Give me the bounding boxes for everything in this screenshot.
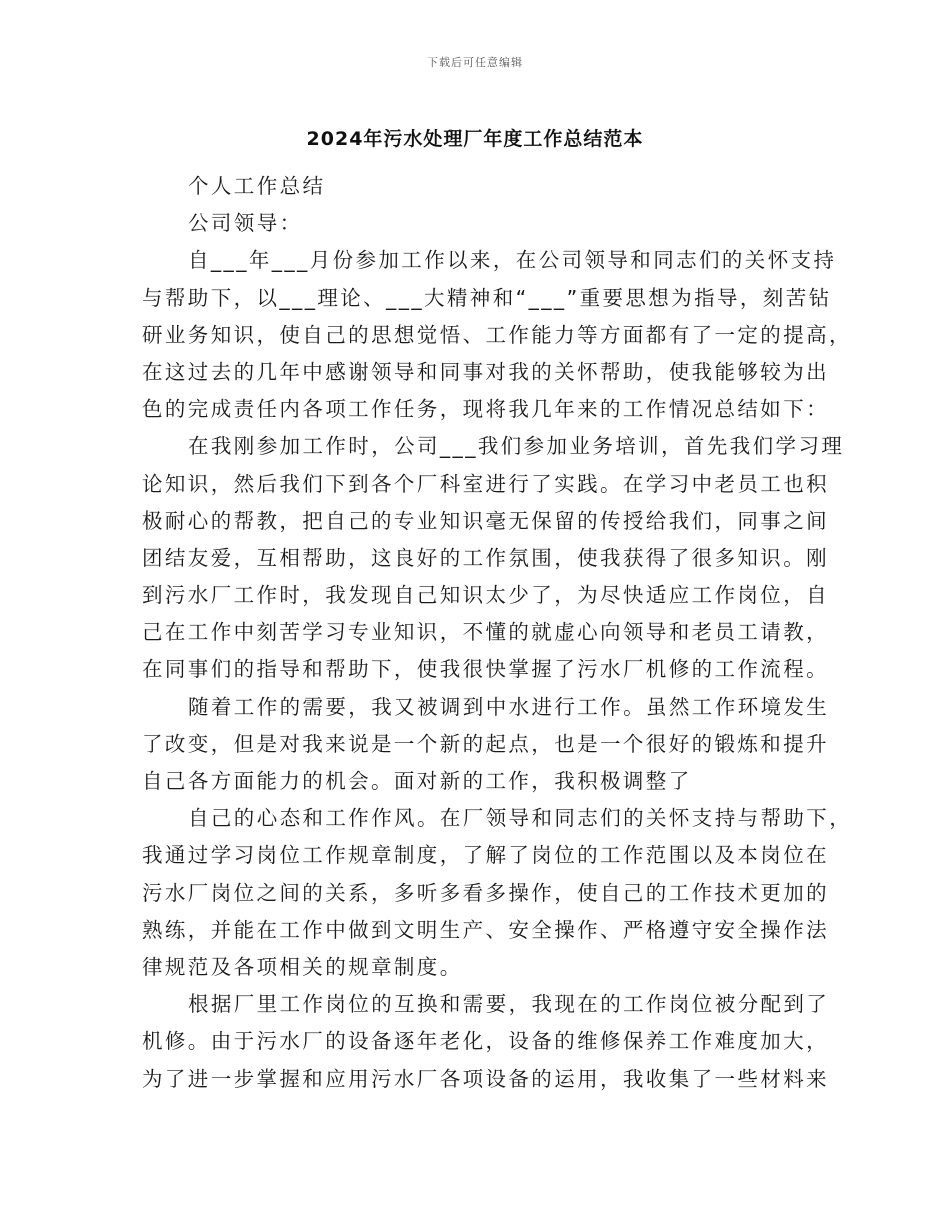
body-line: 论知识，然后我们下到各个厂科室进行了实践。在学习中老员工也积 [142,471,829,496]
body-line: 在这过去的几年中感谢领导和同事对我的关怀帮助，使我能够较为出 [142,359,829,384]
body-line: 团结友爱，互相帮助，这良好的工作氛围，使我获得了很多知识。刚 [142,545,829,570]
body-line: 个人工作总结 [188,174,326,198]
body-line: 研业务知识，使自己的思想觉悟、工作能力等方面都有了一定的提高， [142,322,852,347]
body-line: 律规范及各项相关的规章制度。 [142,954,463,979]
body-line: 机修。由于污水厂的设备逐年老化，设备的维修保养工作难度加大， [142,1029,829,1054]
page-header-note: 下载后可任意编辑 [427,56,523,69]
body-line: 为了进一步掌握和应用污水厂各项设备的运用，我收集了一些材料来 [142,1066,829,1091]
body-line: 在同事们的指导和帮助下，使我很快掌握了污水厂机修的工作流程。 [142,657,829,682]
body-line: 与帮助下，以___理论、___大精神和“___”重要思想为指导，刻苦钻 [142,285,832,310]
body-line: 极耐心的帮教，把自己的专业知识毫无保留的传授给我们，同事之间 [142,508,829,533]
body-line: 污水厂岗位之间的关系，多听多看多操作，使自己的工作技术更加的 [142,880,829,905]
body-line: 根据厂里工作岗位的互换和需要，我现在的工作岗位被分配到了 [188,992,830,1017]
body-line: 熟练，并能在工作中做到文明生产、安全操作、严格遵守安全操作法 [142,917,829,942]
body-line: 自己各方面能力的机会。面对新的工作，我积极调整了 [142,769,692,793]
body-line: 了改变，但是对我来说是一个新的起点，也是一个很好的锻炼和提升 [142,731,829,756]
body-line: 随着工作的需要，我又被调到中水进行工作。虽然工作环境发生 [188,694,830,719]
body-line: 在我刚参加工作时，公司___我们参加业务培训，首先我们学习理 [188,434,845,459]
body-line: 我通过学习岗位工作规章制度，了解了岗位的工作范围以及本岗位在 [142,843,829,868]
document-title: 2024年污水处理厂年度工作总结范本 [306,128,644,150]
document-body [142,168,853,1098]
body-line: 公司领导： [188,211,303,236]
body-line: 色的完成责任内各项工作任务，现将我几年来的工作情况总结如下： [142,397,829,422]
body-line: 到污水厂工作时，我发现自己知识太少了，为尽快适应工作岗位，自 [142,583,829,608]
body-line: 己在工作中刻苦学习专业知识，不懂的就虚心向领导和老员工请教， [142,620,829,645]
body-line: 自己的心态和工作作风。在厂领导和同志们的关怀支持与帮助下， [188,806,853,831]
body-line: 自___年___月份参加工作以来，在公司领导和同志们的关怀支持 [188,248,837,273]
